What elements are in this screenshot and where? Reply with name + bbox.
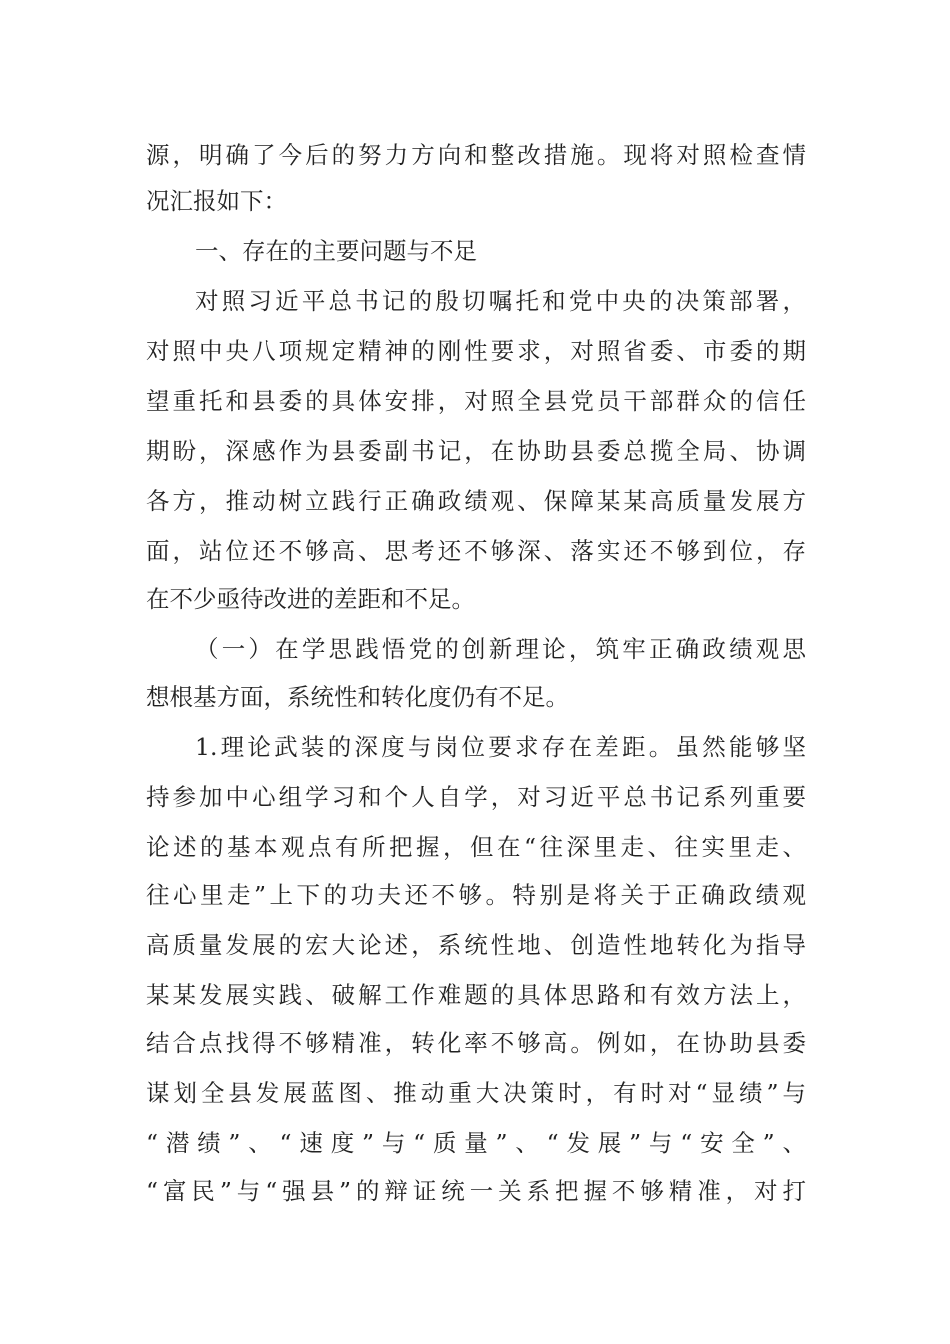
- text-line-7: 期盼，深感作为县委副书记，在协助县委总揽全局、协调: [146, 437, 806, 465]
- text-line-8: 各方，推动树立践行正确政绩观、保障某某高质量发展方: [146, 487, 806, 515]
- text-line-6: 望重托和县委的具体安排，对照全县党员干部群众的信任: [146, 387, 806, 415]
- text-line-5: 对照中央八项规定精神的刚性要求，对照省委、市委的期: [146, 337, 806, 365]
- section-heading: 一、存在的主要问题与不足: [195, 237, 477, 265]
- text-line-17: 高质量发展的宏大论述，系统性地、创造性地转化为指导: [146, 931, 806, 959]
- text-line-2: 况汇报如下：: [146, 187, 287, 215]
- text-line-14: 持参加中心组学习和个人自学，对习近平总书记系列重要: [146, 783, 806, 811]
- text-line-20: 谋划全县发展蓝图、推动重大决策时，有时对“显绩”与: [146, 1079, 806, 1107]
- text-line-12: 想根基方面，系统性和转化度仍有不足。: [146, 683, 569, 711]
- text-line-22: “富民”与“强县”的辩证统一关系把握不够精准，对打: [146, 1177, 806, 1205]
- text-line-4: 对照习近平总书记的殷切嘱托和党中央的决策部署，: [195, 287, 806, 315]
- text-line-18: 某某发展实践、破解工作难题的具体思路和有效方法上，: [146, 981, 806, 1009]
- text-line-9: 面，站位还不够高、思考还不够深、落实还不够到位，存: [146, 537, 806, 565]
- text-line-19: 结合点找得不够精准，转化率不够高。例如，在协助县委: [146, 1029, 806, 1057]
- text-line-16: 往心里走”上下的功夫还不够。特别是将关于正确政绩观: [146, 881, 806, 909]
- subsection-heading: （一）在学思践悟党的创新理论，筑牢正确政绩观思: [195, 635, 806, 663]
- text-line-21: “潜绩”、“速度”与“质量”、“发展”与“安全”、: [146, 1129, 806, 1157]
- point-heading: 1.理论武装的深度与岗位要求存在差距。虽然能够坚: [195, 733, 806, 761]
- text-line-15: 论述的基本观点有所把握，但在“往深里走、往实里走、: [146, 833, 806, 861]
- text-line-10: 在不少亟待改进的差距和不足。: [146, 585, 475, 613]
- text-line-1: 源，明确了今后的努力方向和整改措施。现将对照检查情: [146, 141, 806, 169]
